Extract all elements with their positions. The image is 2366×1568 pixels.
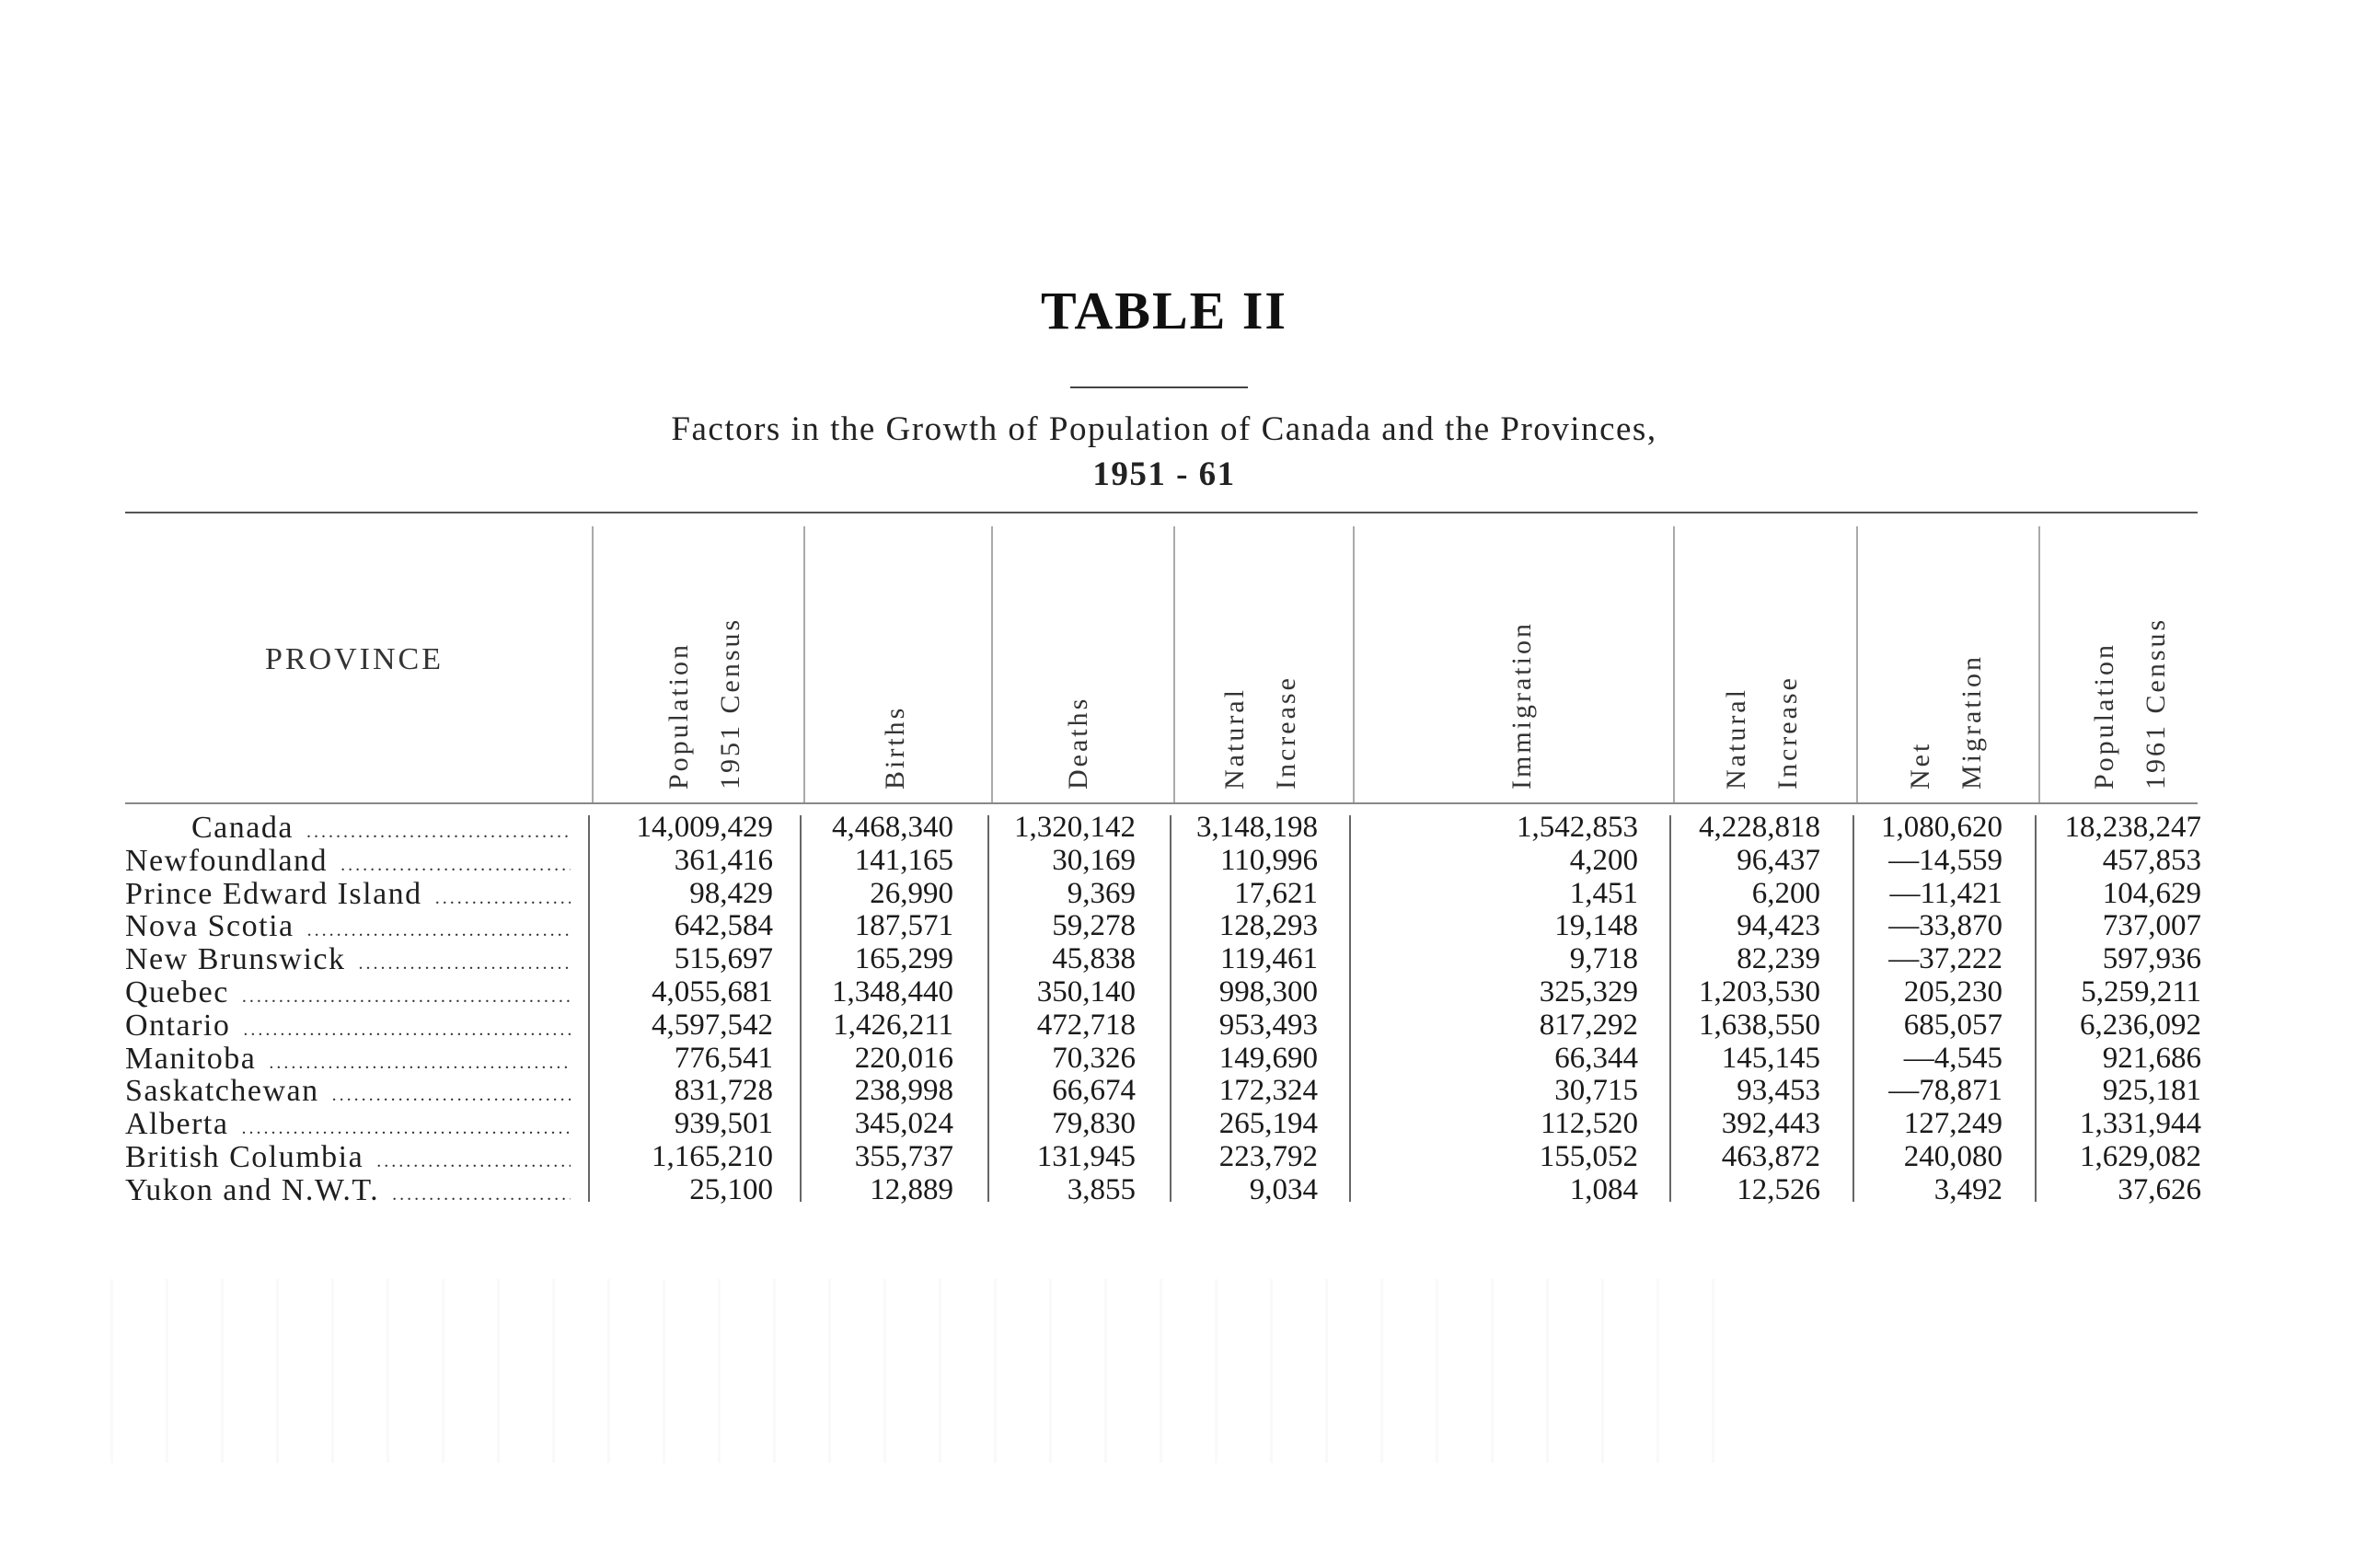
table-cell: 26,990 — [870, 876, 953, 910]
leader-dots — [241, 1113, 571, 1140]
table-cell: 355,737 — [854, 1140, 953, 1173]
table-cell: 37,626 — [2118, 1172, 2201, 1206]
column-header-5: Immigration — [1506, 621, 1537, 790]
province-name: Nova Scotia — [125, 910, 294, 943]
table-subtitle: Factors in the Growth of Population of Canada and the Provinces, — [671, 410, 1657, 448]
table-cell: 3,492 — [1933, 1172, 2002, 1206]
table-cell: 776,541 — [674, 1041, 773, 1075]
leader-dots — [242, 981, 571, 1009]
table-cell: 238,998 — [854, 1074, 953, 1108]
scan-artifact — [110, 1279, 1767, 1463]
table-cell: 831,728 — [674, 1074, 773, 1108]
table-cell: 361,416 — [674, 843, 773, 877]
table-cell: 939,501 — [674, 1107, 773, 1141]
leader-dots — [376, 1146, 571, 1173]
table-cell: 155,052 — [1539, 1140, 1638, 1173]
province-name: Prince Edward Island — [125, 877, 422, 910]
table-cell: —33,870 — [1888, 909, 2002, 943]
table-cell: 6,200 — [1751, 876, 1820, 910]
table-cell: 1,348,440 — [832, 975, 953, 1009]
table-cell: 9,718 — [1569, 942, 1638, 976]
table-cell: 12,526 — [1737, 1172, 1820, 1206]
table-cell: 30,169 — [1052, 843, 1136, 877]
column-divider — [1349, 815, 1351, 1202]
table-cell: 79,830 — [1052, 1107, 1136, 1141]
table-top-rule — [125, 512, 2198, 513]
table-cell: 66,344 — [1554, 1041, 1638, 1075]
table-cell: 325,329 — [1539, 975, 1638, 1009]
table-cell: 642,584 — [674, 909, 773, 943]
table-cell: —4,545 — [1903, 1041, 2002, 1075]
table-cell: 145,145 — [1721, 1041, 1820, 1075]
row-label — [125, 845, 571, 877]
table-cell: 4,597,542 — [652, 1008, 773, 1042]
table-cell: 94,423 — [1737, 909, 1820, 943]
table-cell: 472,718 — [1036, 1008, 1136, 1042]
table-cell: 463,872 — [1721, 1140, 1820, 1173]
leader-dots — [269, 1047, 571, 1075]
table-cell: 25,100 — [689, 1172, 773, 1206]
province-name: Alberta — [125, 1108, 229, 1141]
province-name: Canada — [191, 812, 294, 844]
row-label — [125, 1009, 571, 1042]
table-cell: 4,468,340 — [832, 811, 953, 844]
row-label — [125, 910, 571, 942]
table-cell: 131,945 — [1036, 1140, 1136, 1173]
row-label — [125, 1075, 571, 1107]
table-cell: 205,230 — [1903, 975, 2002, 1009]
province-name: Newfoundland — [125, 844, 329, 877]
table-cell: 5,259,211 — [2081, 975, 2201, 1009]
leader-dots — [307, 915, 571, 942]
province-name: New Brunswick — [125, 943, 346, 976]
table-cell: 921,686 — [2102, 1041, 2201, 1075]
table-cell: 1,331,944 — [2080, 1107, 2201, 1141]
column-header-6: Natural Increase — [1721, 675, 1803, 790]
table-cell: 457,853 — [2102, 843, 2201, 877]
row-label — [125, 943, 571, 975]
row-label — [125, 878, 571, 910]
table-cell: 3,148,198 — [1196, 811, 1318, 844]
table-cell: 18,238,247 — [2064, 811, 2201, 844]
table-cell: 70,326 — [1052, 1041, 1136, 1075]
table-cell: 66,674 — [1052, 1074, 1136, 1108]
table-cell: 110,996 — [1219, 843, 1318, 877]
table-cell: 4,055,681 — [652, 975, 773, 1009]
province-name: Manitoba — [125, 1042, 257, 1075]
column-divider — [803, 526, 805, 802]
column-divider — [1353, 526, 1355, 802]
province-name: Yukon and N.W.T. — [125, 1173, 380, 1206]
table-cell: 1,542,853 — [1517, 811, 1638, 844]
table-cell: 998,300 — [1218, 975, 1318, 1009]
column-header-7: Net Migration — [1905, 654, 1987, 790]
table-cell: 4,228,818 — [1699, 811, 1820, 844]
leader-dots — [359, 948, 571, 975]
table-cell: 82,239 — [1737, 942, 1820, 976]
table-cell: —78,871 — [1888, 1074, 2002, 1108]
table-cell: 685,057 — [1903, 1008, 2002, 1042]
table-cell: 3,855 — [1067, 1172, 1136, 1206]
table-cell: 141,165 — [854, 843, 953, 877]
header-bottom-rule — [125, 802, 2198, 804]
table-cell: 12,889 — [870, 1172, 953, 1206]
table-cell: 9,369 — [1067, 876, 1136, 910]
province-name: Quebec — [125, 976, 229, 1009]
row-label — [125, 1141, 571, 1173]
table-cell: 1,203,530 — [1699, 975, 1820, 1009]
table-cell: 392,443 — [1721, 1107, 1820, 1141]
table-cell: 925,181 — [2102, 1074, 2201, 1108]
table-cell: 187,571 — [854, 909, 953, 943]
table-cell: 30,715 — [1554, 1074, 1638, 1108]
column-divider — [2038, 526, 2040, 802]
province-name: British Columbia — [125, 1141, 364, 1173]
table-cell: 17,621 — [1234, 876, 1318, 910]
table-cell: 14,009,429 — [636, 811, 773, 844]
table-cell: 817,292 — [1539, 1008, 1638, 1042]
table-cell: 350,140 — [1036, 975, 1136, 1009]
column-header-1: Population 1951 Census — [664, 617, 745, 790]
table-cell: 1,426,211 — [833, 1008, 953, 1042]
row-label — [125, 1108, 571, 1140]
row-label — [125, 976, 571, 1009]
table-cell: 4,200 — [1569, 843, 1638, 877]
table-cell: 345,024 — [854, 1107, 953, 1141]
table-subtitle-years: 1951 - 61 — [1092, 455, 1236, 493]
table-cell: 128,293 — [1218, 909, 1318, 943]
table-cell: 59,278 — [1052, 909, 1136, 943]
table-cell: 1,165,210 — [652, 1140, 773, 1173]
column-divider — [592, 526, 594, 802]
table-cell: 93,453 — [1737, 1074, 1820, 1108]
table-cell: —14,559 — [1888, 843, 2002, 877]
column-divider — [1856, 526, 1858, 802]
table-cell: 1,638,550 — [1699, 1008, 1820, 1042]
column-divider — [1673, 526, 1675, 802]
table-cell: 104,629 — [2102, 876, 2201, 910]
leader-dots — [332, 1079, 571, 1107]
province-name: Ontario — [125, 1009, 231, 1042]
column-header-8: Population 1961 Census — [2089, 617, 2171, 790]
row-label — [125, 1043, 571, 1075]
table-cell: 172,324 — [1218, 1074, 1318, 1108]
leader-dots — [340, 849, 571, 877]
title-rule — [1070, 386, 1248, 388]
row-label — [125, 1174, 571, 1206]
table-cell: 45,838 — [1052, 942, 1136, 976]
table-cell: 1,080,620 — [1881, 811, 2002, 844]
column-divider — [991, 526, 993, 802]
table-cell: 223,792 — [1218, 1140, 1318, 1173]
table-cell: 6,236,092 — [2080, 1008, 2201, 1042]
table-cell: 112,520 — [1540, 1107, 1638, 1141]
table-cell: 597,936 — [2102, 942, 2201, 976]
table-cell: 9,034 — [1249, 1172, 1318, 1206]
table-cell: —37,222 — [1888, 942, 2002, 976]
column-header-3: Deaths — [1063, 696, 1093, 790]
table-cell: 220,016 — [854, 1041, 953, 1075]
leader-dots — [435, 882, 571, 910]
leader-dots — [306, 816, 571, 844]
leader-dots — [243, 1014, 571, 1042]
table-cell: 119,461 — [1219, 942, 1318, 976]
table-cell: 1,629,082 — [2080, 1140, 2201, 1173]
table-cell: 265,194 — [1218, 1107, 1318, 1141]
table-cell: 127,249 — [1903, 1107, 2002, 1141]
table-cell: 98,429 — [689, 876, 773, 910]
leader-dots — [392, 1179, 571, 1206]
table-cell: 165,299 — [854, 942, 953, 976]
table-cell: 1,451 — [1569, 876, 1638, 910]
row-label — [125, 812, 571, 844]
column-header-2: Births — [880, 705, 910, 790]
table-cell: 96,437 — [1737, 843, 1820, 877]
column-divider — [1173, 526, 1175, 802]
table-cell: 1,320,142 — [1014, 811, 1136, 844]
table-cell: —11,421 — [1889, 876, 2002, 910]
province-name: Saskatchewan — [125, 1075, 319, 1108]
table-title: TABLE II — [1041, 281, 1287, 340]
table-cell: 149,690 — [1218, 1041, 1318, 1075]
table-cell: 953,493 — [1218, 1008, 1318, 1042]
table-cell: 1,084 — [1569, 1172, 1638, 1206]
table-cell: 737,007 — [2102, 909, 2201, 943]
table-cell: 19,148 — [1554, 909, 1638, 943]
column-header-4: Natural Increase — [1219, 675, 1301, 790]
province-column-header: PROVINCE — [264, 642, 444, 676]
table-cell: 515,697 — [674, 942, 773, 976]
table-cell: 240,080 — [1903, 1140, 2002, 1173]
